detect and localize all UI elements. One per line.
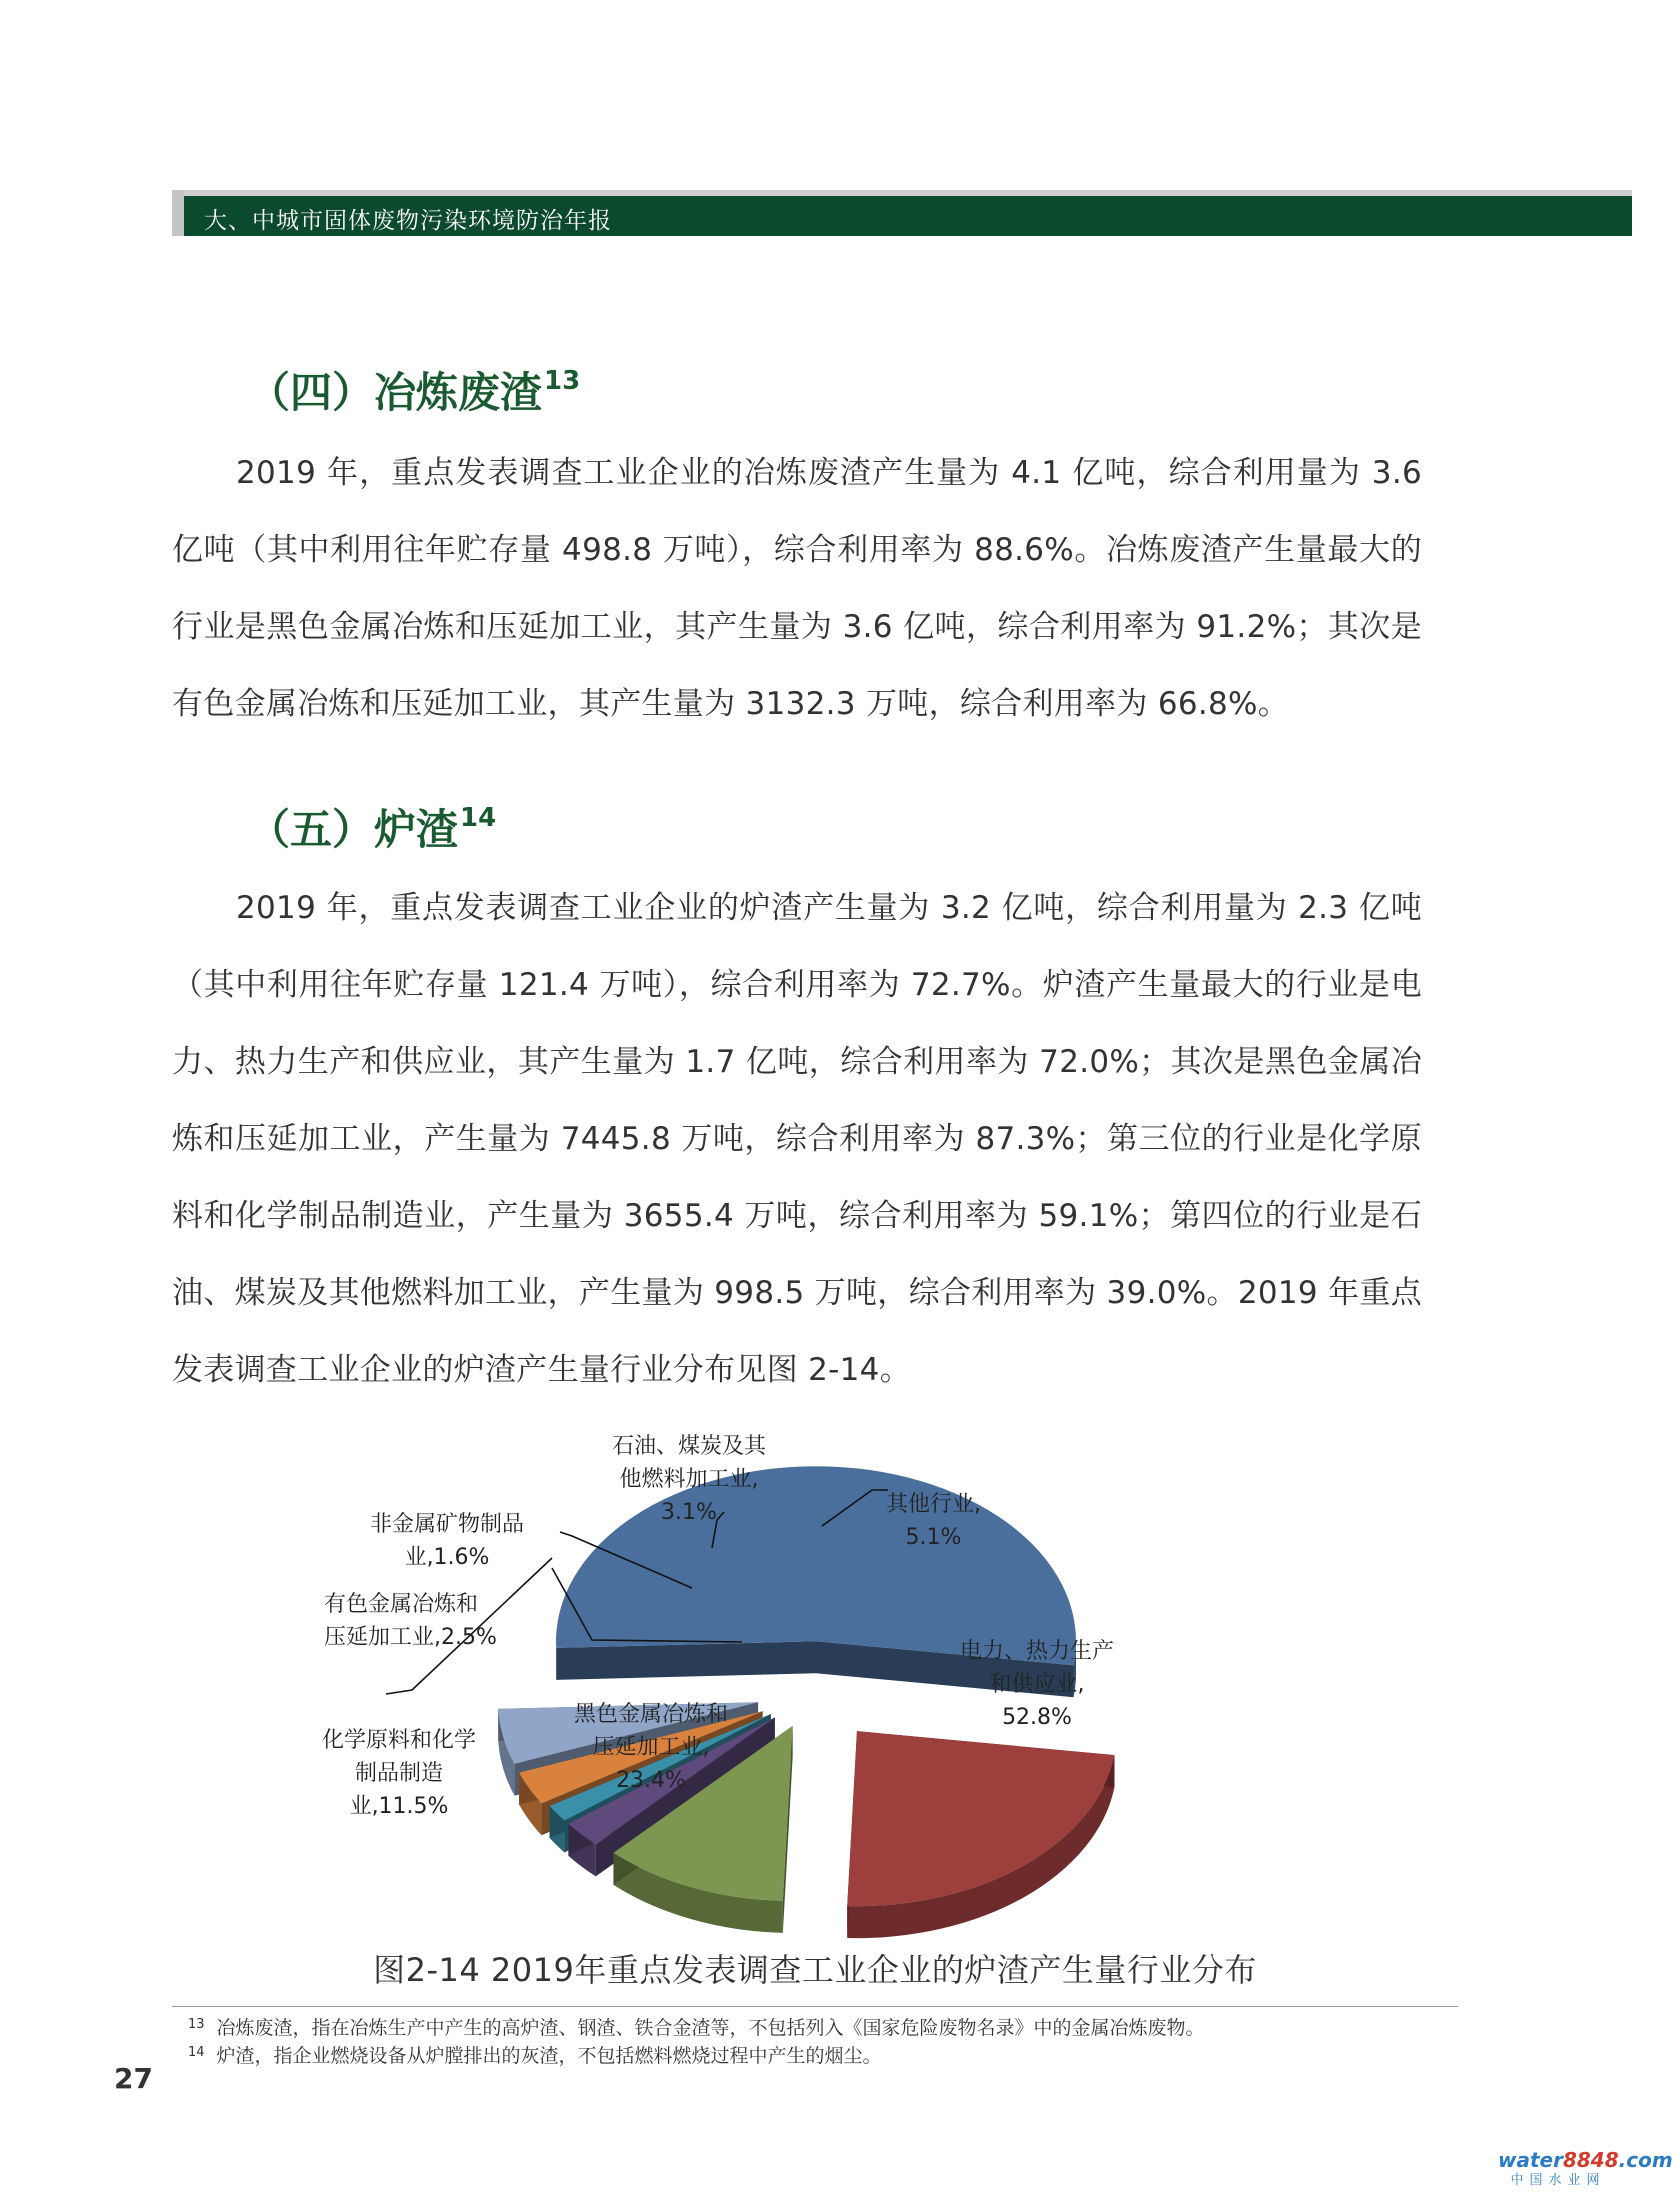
watermark-logo: water8848.com 中国水业网 <box>1498 2148 1673 2188</box>
section-heading-text: （五）炉渣 <box>248 805 459 854</box>
paragraph-smelting-slag: 2019 年，重点发表调查工业企业的冶炼废渣产生量为 4.1 亿吨，综合利用量为 3.6 亿吨（其中利用往年贮存量 498.8 万吨），综合利用率为 88.6%。冶炼废渣产生量最大的行业是黑色金属冶炼和压延加工业，其产生量为 3.6 亿吨，综合利用率为 91.2%；其次是有色金属冶炼和压延加工业，其产生量为 3132.3 万吨，综合利用率为 66.8%。 <box>172 455 1422 722</box>
slice-label-chemical: 化学原料和化学 制品制造 业,11.5% <box>322 1728 477 1819</box>
running-header-title: 大、中城市固体废物污染环境防治年报 <box>204 208 612 234</box>
section-heading-smelting-slag <box>248 360 580 420</box>
footnote-13: $^{13}$ 冶炼废渣，指在冶炼生产中产生的高炉渣、钢渣、铁合金渣等，不包括列入《国家危险废物名录》中的金属冶炼废物。 <box>188 2017 1205 2039</box>
slice-label-nonmetallic: 非金属矿物制品 业,1.6% <box>370 1512 525 1570</box>
pie-chart-svg <box>172 1430 1432 1910</box>
footnote-rule <box>172 2006 1458 2007</box>
header-left-bar <box>172 190 184 236</box>
footnote-14: $^{14}$ 炉渣，指企业燃烧设备从炉膛排出的灰渣，不包括燃料燃烧过程中产生的烟尘。 <box>188 2045 882 2067</box>
paragraph-furnace-slag: 2019 年，重点发表调查工业企业的炉渣产生量为 3.2 亿吨，综合利用量为 2.3 亿吨（其中利用往年贮存量 121.4 万吨），综合利用率为 72.7%。炉渣产生量最大的行业是电力、热力生产和供应业，其产生量为 1.7 亿吨，综合利用率为 72.0%；其次是黑色金属冶炼和压延加工业，产生量为 7445.8 万吨，综合利用率为 87.3%；第三位的行业是化学原料和化学制品制造业，产生量为 3655.4 万吨，综合利用率为 59.1%；第四位的行业是石油、煤炭及其他燃料加工业，产生量为 998.5 万吨，综合利用率为 39.0%。2019 年重点发表调查工业企业的炉渣产生量行业分布见图 2-14。 <box>172 890 1422 1388</box>
slice-label-nonferrous: 有色金属冶炼和 压延加工业,2.5% <box>324 1592 497 1650</box>
figure-caption: 图2-14 2019年重点发表调查工业企业的炉渣产生量行业分布 <box>373 1951 1257 1989</box>
footnote-ref: 13 <box>544 366 581 396</box>
slice-label-other: 其他行业, 5.1% <box>886 1492 981 1550</box>
slice-label-petroleum: 石油、煤炭及其 他燃料加工业, 3.1% <box>612 1434 767 1525</box>
section-heading-text: （四）冶炼废渣 <box>248 368 543 417</box>
slice-ferrous <box>847 1731 1114 1938</box>
slice-label-ferrous: 黑色金属冶炼和 压延加工业, 23.4% <box>574 1702 729 1793</box>
pie-chart <box>172 1430 1432 1910</box>
page-number: 27 <box>114 2062 153 2095</box>
section-heading-furnace-slag <box>248 797 496 857</box>
footnote-ref: 14 <box>460 803 497 833</box>
slice-label-power: 电力、热力生产 和供应业, 52.8% <box>960 1639 1115 1730</box>
